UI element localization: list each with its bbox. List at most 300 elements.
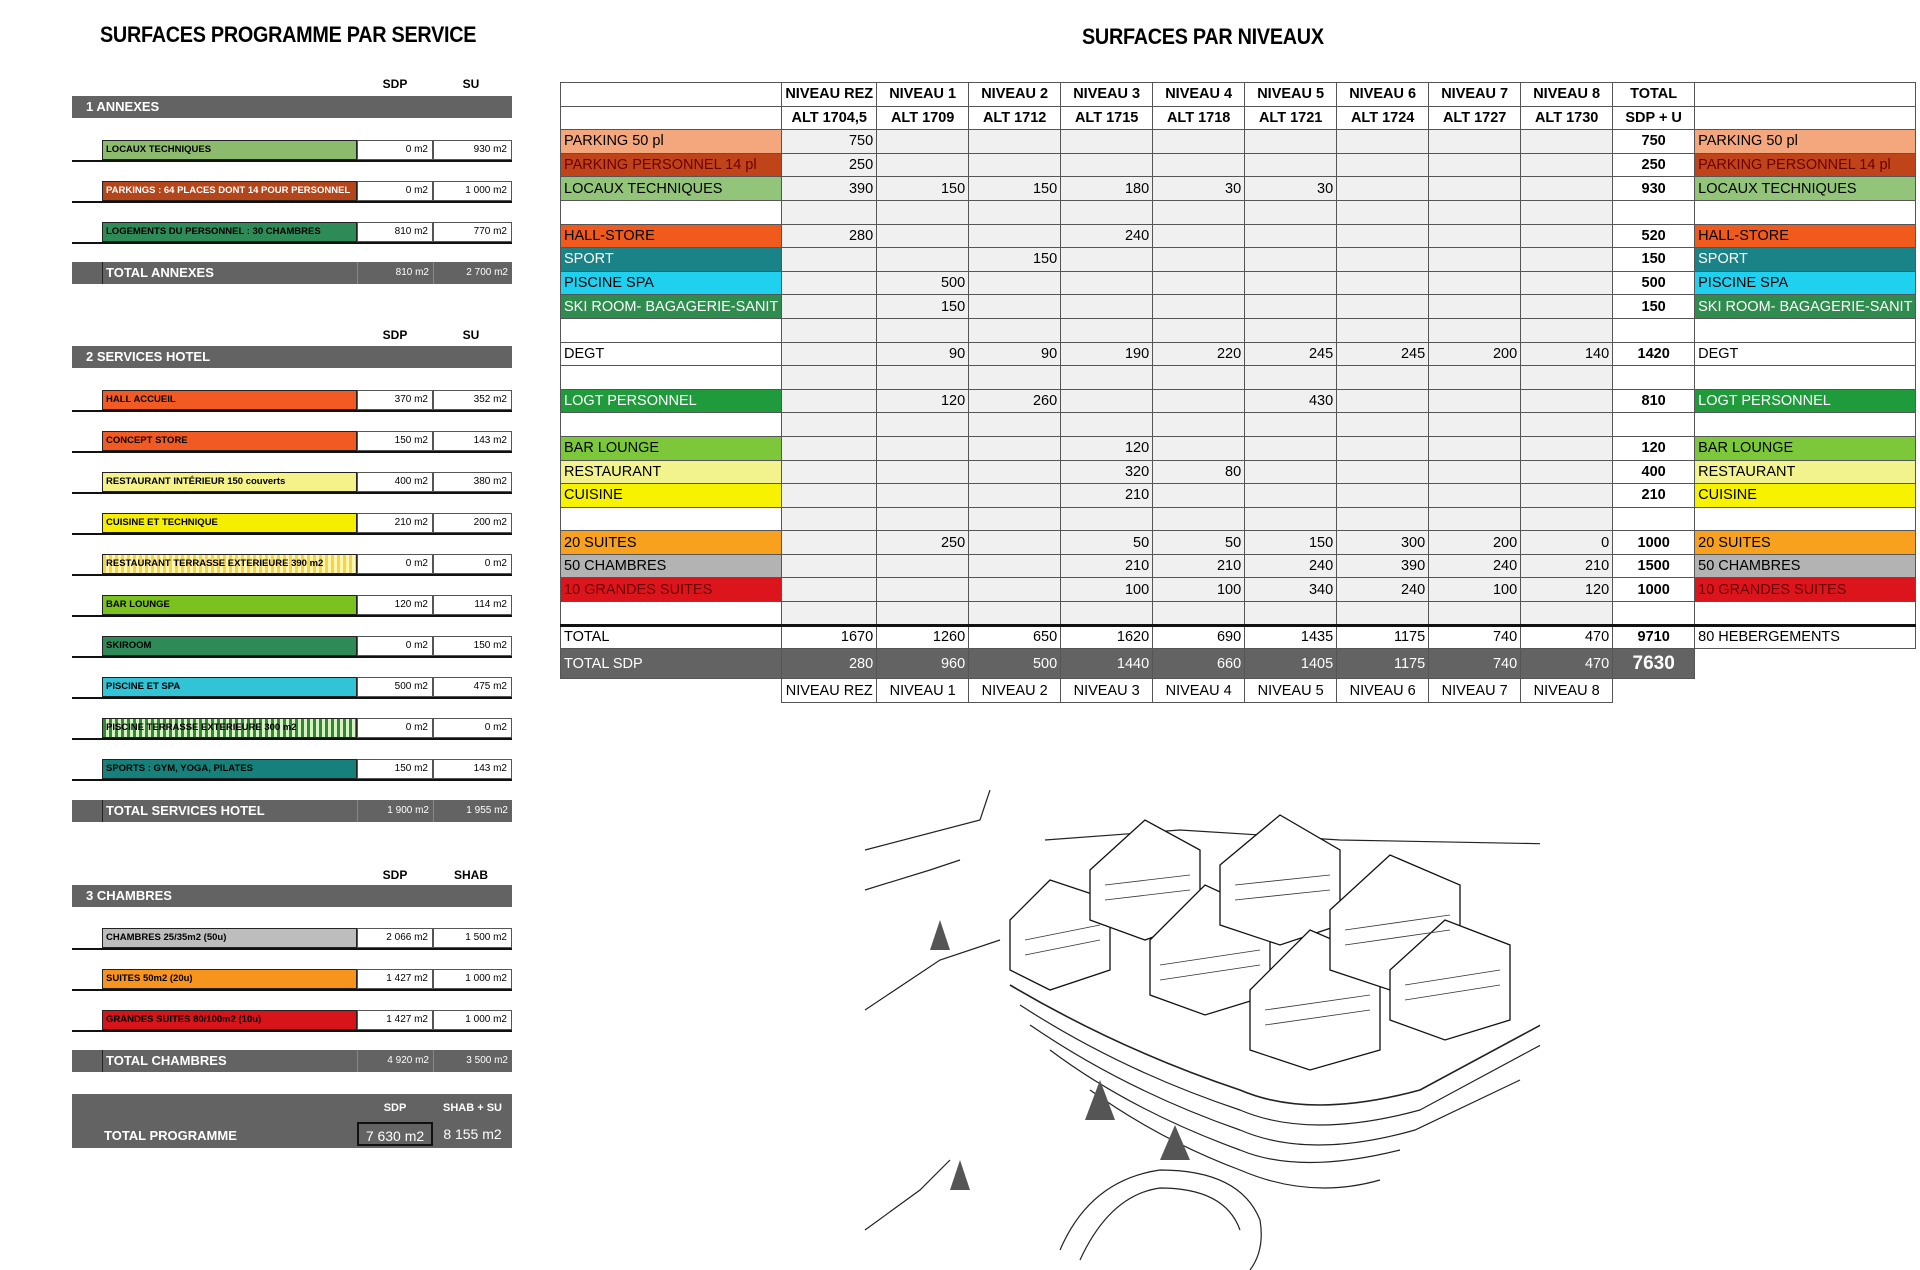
row-su: 770 m2 — [433, 222, 512, 242]
level-footer: NIVEAU 1 — [877, 679, 969, 703]
level-value — [1521, 507, 1613, 531]
level-value — [1245, 271, 1337, 295]
level-value: 210 — [1061, 484, 1153, 508]
building-sketch — [860, 790, 1540, 1270]
row-label: PISCINE TERRASSE EXTERIEURE 300 m2 — [102, 718, 357, 738]
total-value: 1260 — [877, 625, 969, 649]
level-value — [877, 224, 969, 248]
list-item — [72, 138, 512, 162]
level-value: 390 — [782, 177, 877, 201]
total-sdp-row — [561, 649, 1916, 679]
altitude-header: ALT 1724 — [1337, 106, 1429, 130]
level-value: 190 — [1061, 342, 1153, 366]
level-value — [1153, 295, 1245, 319]
level-value: 200 — [1429, 531, 1521, 555]
list-item — [72, 716, 512, 740]
table-row — [561, 224, 1916, 248]
row-su: 475 m2 — [433, 677, 512, 697]
altitude-header: ALT 1727 — [1429, 106, 1521, 130]
total-su: 1 955 m2 — [433, 800, 512, 822]
level-value — [1061, 130, 1153, 154]
row-label: SPORTS : GYM, YOGA, PILATES — [102, 759, 357, 779]
row-label-right: RESTAURANT — [1695, 460, 1916, 484]
level-value — [782, 200, 877, 224]
levels-table — [560, 82, 1916, 703]
row-label: HALL ACCUEIL — [102, 390, 357, 410]
row-su: 0 m2 — [433, 554, 512, 574]
level-value: 180 — [1061, 177, 1153, 201]
level-value — [1429, 602, 1521, 626]
level-value — [1337, 389, 1429, 413]
left-panel-title: SURFACES PROGRAMME PAR SERVICE — [100, 22, 477, 47]
col-header-sdp: SDP — [382, 868, 408, 882]
level-value: 430 — [1245, 389, 1337, 413]
level-footer: NIVEAU 4 — [1153, 679, 1245, 703]
level-value — [1429, 271, 1521, 295]
row-label-right: PARKING PERSONNEL 14 pl — [1695, 153, 1916, 177]
row-total — [1613, 507, 1695, 531]
table-row — [561, 484, 1916, 508]
row-label: CUISINE — [561, 484, 782, 508]
header-blank — [561, 106, 782, 130]
level-value — [969, 507, 1061, 531]
col-header-sdp: SDP — [382, 328, 408, 342]
table-row — [561, 342, 1916, 366]
level-footer: NIVEAU 5 — [1245, 679, 1337, 703]
altitude-header: ALT 1712 — [969, 106, 1061, 130]
level-value: 320 — [1061, 460, 1153, 484]
header-blank — [561, 83, 782, 107]
level-header: NIVEAU REZ — [782, 83, 877, 107]
row-sdp: 1 427 m2 — [357, 969, 433, 989]
level-value: 0 — [1521, 531, 1613, 555]
row-label — [561, 507, 782, 531]
col-header-shab: SHAB — [453, 868, 488, 882]
level-value — [782, 389, 877, 413]
row-label: DEGT — [561, 342, 782, 366]
hebergements-note: 80 HEBERGEMENTS — [1695, 625, 1916, 649]
level-value — [1429, 153, 1521, 177]
list-item — [72, 470, 512, 494]
level-value — [1153, 318, 1245, 342]
level-header: NIVEAU 1 — [877, 83, 969, 107]
list-item — [72, 926, 512, 950]
level-value — [1245, 153, 1337, 177]
level-value — [1521, 248, 1613, 272]
total-sdp: 4 920 m2 — [357, 1050, 433, 1072]
table-row — [561, 295, 1916, 319]
level-value — [1429, 200, 1521, 224]
row-sdp: 370 m2 — [357, 390, 433, 410]
level-value — [782, 531, 877, 555]
blank-cell — [561, 679, 782, 703]
level-value: 50 — [1061, 531, 1153, 555]
level-value — [1429, 389, 1521, 413]
level-value — [1245, 602, 1337, 626]
level-value: 220 — [1153, 342, 1245, 366]
row-su: 143 m2 — [433, 431, 512, 451]
level-value — [1429, 295, 1521, 319]
blank-cell — [1613, 679, 1695, 703]
table-row — [561, 507, 1916, 531]
level-value: 50 — [1153, 531, 1245, 555]
level-value — [1337, 460, 1429, 484]
level-value: 200 — [1429, 342, 1521, 366]
level-value — [877, 507, 969, 531]
altitude-header: ALT 1709 — [877, 106, 969, 130]
level-value: 240 — [1337, 578, 1429, 602]
level-value — [1153, 248, 1245, 272]
total-label: TOTAL ANNEXES — [102, 262, 357, 284]
level-value — [1429, 318, 1521, 342]
total-row-chambres — [72, 1050, 512, 1072]
level-value — [782, 602, 877, 626]
total-header: SDP + U — [1613, 106, 1695, 130]
list-item — [72, 220, 512, 244]
row-su: 114 m2 — [433, 595, 512, 615]
table-row — [561, 153, 1916, 177]
level-value: 90 — [969, 342, 1061, 366]
level-value — [877, 554, 969, 578]
row-label-right: LOCAUX TECHNIQUES — [1695, 177, 1916, 201]
row-label: SUITES 50m2 (20u) — [102, 969, 357, 989]
row-label: RESTAURANT INTÉRIEUR 150 couverts — [102, 472, 357, 492]
level-value: 100 — [1153, 578, 1245, 602]
level-value — [1061, 366, 1153, 390]
row-label-right: DEGT — [1695, 342, 1916, 366]
level-value: 100 — [1429, 578, 1521, 602]
level-header: NIVEAU 4 — [1153, 83, 1245, 107]
total-su: 2 700 m2 — [433, 262, 512, 284]
total-value: 1435 — [1245, 625, 1337, 649]
list-item — [72, 388, 512, 412]
total-sdp-value: 1175 — [1337, 649, 1429, 679]
row-label-right — [1695, 200, 1916, 224]
level-value — [1337, 318, 1429, 342]
row-sdp: 0 m2 — [357, 718, 433, 738]
header-blank — [1695, 106, 1916, 130]
level-value — [1153, 602, 1245, 626]
level-value — [1521, 389, 1613, 413]
level-value: 210 — [1521, 554, 1613, 578]
row-label-right — [1695, 602, 1916, 626]
level-value: 150 — [877, 295, 969, 319]
level-value — [1153, 200, 1245, 224]
level-value — [782, 507, 877, 531]
level-value — [1245, 413, 1337, 437]
level-value — [1521, 295, 1613, 319]
level-value: 30 — [1153, 177, 1245, 201]
level-value — [969, 295, 1061, 319]
level-value — [877, 460, 969, 484]
row-label-right: LOGT PERSONNEL — [1695, 389, 1916, 413]
row-label — [561, 413, 782, 437]
level-value — [1153, 130, 1245, 154]
level-value — [1337, 436, 1429, 460]
row-total: 520 — [1613, 224, 1695, 248]
level-value — [877, 130, 969, 154]
row-total: 150 — [1613, 248, 1695, 272]
level-value: 750 — [782, 130, 877, 154]
table-row — [561, 248, 1916, 272]
total-sdp-label: TOTAL SDP — [561, 649, 782, 679]
level-value — [1245, 318, 1337, 342]
level-value — [877, 484, 969, 508]
level-value — [969, 271, 1061, 295]
level-value — [1337, 248, 1429, 272]
level-value — [969, 200, 1061, 224]
row-label: PISCINE SPA — [561, 271, 782, 295]
footer-row — [561, 679, 1916, 703]
row-label: CUISINE ET TECHNIQUE — [102, 513, 357, 533]
altitude-header: ALT 1721 — [1245, 106, 1337, 130]
level-value — [877, 248, 969, 272]
level-value — [1061, 389, 1153, 413]
blank-cell — [1695, 649, 1916, 679]
table-row — [561, 602, 1916, 626]
row-su: 150 m2 — [433, 636, 512, 656]
level-value — [1245, 200, 1337, 224]
level-footer: NIVEAU 2 — [969, 679, 1061, 703]
row-label-right: BAR LOUNGE — [1695, 436, 1916, 460]
level-value: 30 — [1245, 177, 1337, 201]
level-value — [1429, 130, 1521, 154]
row-label — [561, 200, 782, 224]
level-value: 250 — [782, 153, 877, 177]
row-sdp: 0 m2 — [357, 554, 433, 574]
level-value — [782, 342, 877, 366]
row-su: 352 m2 — [433, 390, 512, 410]
level-header: NIVEAU 7 — [1429, 83, 1521, 107]
level-value — [1521, 224, 1613, 248]
row-label-right — [1695, 366, 1916, 390]
row-label-right: HALL-STORE — [1695, 224, 1916, 248]
row-total: 1000 — [1613, 531, 1695, 555]
level-header: NIVEAU 6 — [1337, 83, 1429, 107]
row-sdp: 0 m2 — [357, 140, 433, 160]
list-item — [72, 675, 512, 699]
total-programme-sdp: 7 630 m2 — [357, 1122, 433, 1146]
total-value: 1670 — [782, 625, 877, 649]
row-label-right: 20 SUITES — [1695, 531, 1916, 555]
level-value — [782, 460, 877, 484]
level-value — [1337, 177, 1429, 201]
level-value: 240 — [1245, 554, 1337, 578]
level-value — [1153, 436, 1245, 460]
level-value: 100 — [1061, 578, 1153, 602]
row-total — [1613, 602, 1695, 626]
level-value — [1245, 366, 1337, 390]
row-label: 50 CHAMBRES — [561, 554, 782, 578]
level-value — [1337, 484, 1429, 508]
total-su: 3 500 m2 — [433, 1050, 512, 1072]
table-row — [561, 554, 1916, 578]
row-label: 10 GRANDES SUITES — [561, 578, 782, 602]
level-value — [1245, 130, 1337, 154]
level-value — [1245, 436, 1337, 460]
level-value: 280 — [782, 224, 877, 248]
level-value: 260 — [969, 389, 1061, 413]
total-row-services-hotel — [72, 800, 512, 822]
level-value — [1337, 130, 1429, 154]
level-footer: NIVEAU 6 — [1337, 679, 1429, 703]
level-value — [1337, 153, 1429, 177]
level-value — [1061, 318, 1153, 342]
row-label: PARKING 50 pl — [561, 130, 782, 154]
row-sdp: 500 m2 — [357, 677, 433, 697]
level-value — [1521, 177, 1613, 201]
level-footer: NIVEAU 8 — [1521, 679, 1613, 703]
level-value — [782, 248, 877, 272]
row-sdp: 210 m2 — [357, 513, 433, 533]
total-value: 470 — [1521, 625, 1613, 649]
total-sdp-value: 500 — [969, 649, 1061, 679]
level-value — [1521, 602, 1613, 626]
row-label-right — [1695, 507, 1916, 531]
altitude-header: ALT 1730 — [1521, 106, 1613, 130]
level-value: 150 — [969, 248, 1061, 272]
row-su: 143 m2 — [433, 759, 512, 779]
level-value — [1153, 413, 1245, 437]
row-label-right: SKI ROOM- BAGAGERIE-SANIT — [1695, 295, 1916, 319]
level-value — [1061, 295, 1153, 319]
level-value — [1521, 271, 1613, 295]
table-row — [561, 413, 1916, 437]
row-total: 150 — [1613, 295, 1695, 319]
row-su: 0 m2 — [433, 718, 512, 738]
level-value — [1245, 295, 1337, 319]
row-total — [1613, 200, 1695, 224]
level-value: 250 — [877, 531, 969, 555]
row-label: SKIROOM — [102, 636, 357, 656]
level-value — [1061, 602, 1153, 626]
level-value — [1337, 507, 1429, 531]
level-value — [782, 295, 877, 319]
row-label: CONCEPT STORE — [102, 431, 357, 451]
row-total — [1613, 318, 1695, 342]
level-value — [1337, 366, 1429, 390]
row-sdp: 400 m2 — [357, 472, 433, 492]
list-item — [72, 511, 512, 535]
section-header-chambres: 3 CHAMBRES — [72, 885, 512, 907]
level-value — [782, 271, 877, 295]
section-header-annexes: 1 ANNEXES — [72, 96, 512, 118]
total-label: TOTAL SERVICES HOTEL — [102, 800, 357, 822]
row-label-right — [1695, 318, 1916, 342]
level-value — [1245, 224, 1337, 248]
row-label: PARKINGS : 64 PLACES DONT 14 POUR PERSONNEL — [102, 181, 357, 201]
total-value: 1620 — [1061, 625, 1153, 649]
table-row — [561, 436, 1916, 460]
level-value — [1153, 224, 1245, 248]
level-value: 150 — [1245, 531, 1337, 555]
total-sdp-total: 7630 — [1613, 649, 1695, 679]
level-value — [969, 436, 1061, 460]
level-value — [969, 531, 1061, 555]
level-value — [1429, 507, 1521, 531]
total-total: 9710 — [1613, 625, 1695, 649]
level-value — [1245, 484, 1337, 508]
level-value: 245 — [1245, 342, 1337, 366]
level-footer: NIVEAU 3 — [1061, 679, 1153, 703]
row-total — [1613, 366, 1695, 390]
header-blank — [1695, 83, 1916, 107]
row-total: 250 — [1613, 153, 1695, 177]
row-total: 930 — [1613, 177, 1695, 201]
level-value — [1337, 200, 1429, 224]
total-sdp-value: 660 — [1153, 649, 1245, 679]
row-total: 1420 — [1613, 342, 1695, 366]
row-label: LOCAUX TECHNIQUES — [102, 140, 357, 160]
row-label-right: CUISINE — [1695, 484, 1916, 508]
level-value — [969, 578, 1061, 602]
total-value: 740 — [1429, 625, 1521, 649]
row-label-right: PARKING 50 pl — [1695, 130, 1916, 154]
list-item — [72, 634, 512, 658]
level-value — [1153, 507, 1245, 531]
row-label: 20 SUITES — [561, 531, 782, 555]
level-header: NIVEAU 2 — [969, 83, 1061, 107]
row-label: PISCINE ET SPA — [102, 677, 357, 697]
row-total: 210 — [1613, 484, 1695, 508]
row-total: 120 — [1613, 436, 1695, 460]
row-su: 1 000 m2 — [433, 1010, 512, 1030]
level-value — [1245, 507, 1337, 531]
row-total: 810 — [1613, 389, 1695, 413]
level-value — [877, 413, 969, 437]
level-value — [782, 484, 877, 508]
table-row — [561, 130, 1916, 154]
level-value — [969, 554, 1061, 578]
level-value — [1337, 602, 1429, 626]
total-row-annexes — [72, 262, 512, 284]
row-su: 930 m2 — [433, 140, 512, 160]
row-total: 400 — [1613, 460, 1695, 484]
row-label: HALL-STORE — [561, 224, 782, 248]
level-header: NIVEAU 3 — [1061, 83, 1153, 107]
level-value — [1153, 271, 1245, 295]
level-value — [969, 318, 1061, 342]
row-sdp: 1 427 m2 — [357, 1010, 433, 1030]
row-label: LOCAUX TECHNIQUES — [561, 177, 782, 201]
level-value — [1061, 507, 1153, 531]
level-value: 120 — [877, 389, 969, 413]
list-item — [72, 1008, 512, 1032]
row-total: 500 — [1613, 271, 1695, 295]
row-label — [561, 318, 782, 342]
level-value — [1521, 153, 1613, 177]
table-row — [561, 531, 1916, 555]
table-row — [561, 177, 1916, 201]
total-programme-label: TOTAL PROGRAMME — [104, 1128, 237, 1143]
level-value — [1061, 271, 1153, 295]
level-value — [877, 436, 969, 460]
level-value — [969, 224, 1061, 248]
level-value — [1337, 271, 1429, 295]
row-total: 1000 — [1613, 578, 1695, 602]
table-row — [561, 200, 1916, 224]
table-row — [561, 389, 1916, 413]
level-header: NIVEAU 8 — [1521, 83, 1613, 107]
total-value: 650 — [969, 625, 1061, 649]
level-value: 120 — [1061, 436, 1153, 460]
level-value: 245 — [1337, 342, 1429, 366]
level-value — [1429, 224, 1521, 248]
table-row — [561, 460, 1916, 484]
level-value — [1061, 200, 1153, 224]
row-total: 750 — [1613, 130, 1695, 154]
level-value — [1153, 389, 1245, 413]
